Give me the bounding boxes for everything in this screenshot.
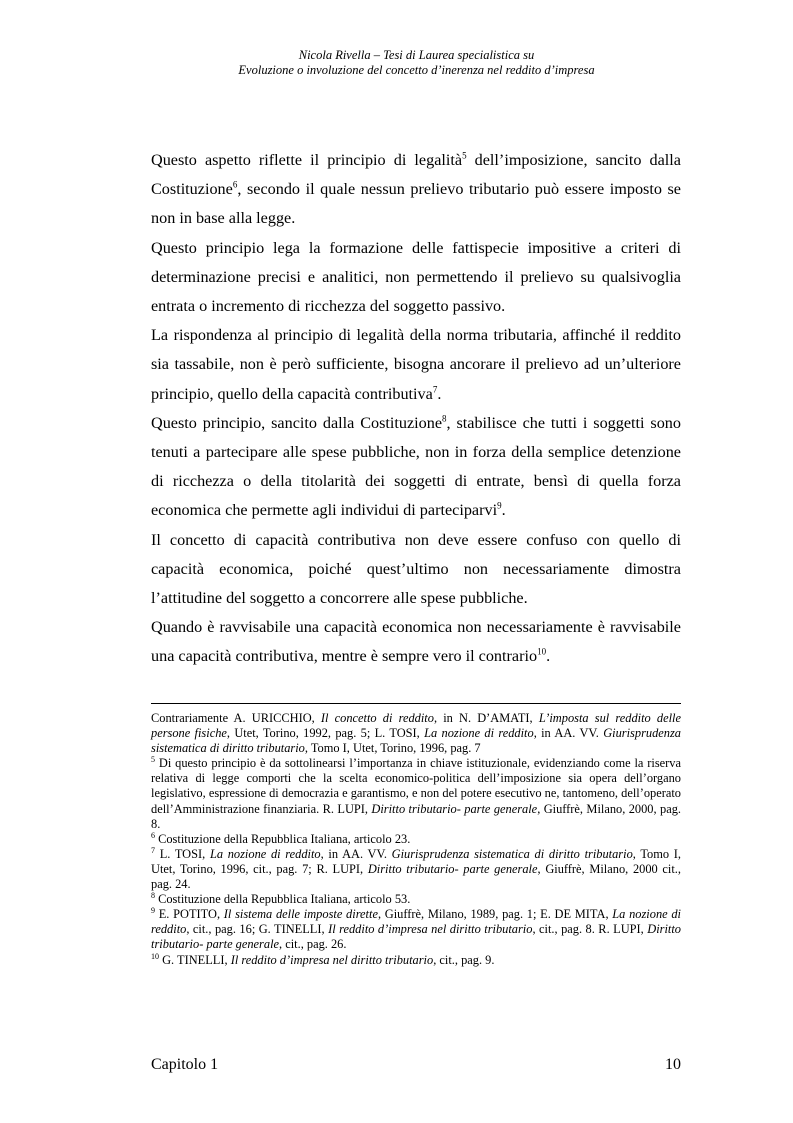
header-line-title: Evoluzione o involuzione del concetto d’inerenza nel reddito d’impresa [238,63,595,77]
footnote [151,832,681,847]
text-run: , secondo il quale nessun prelievo tributario può essere imposto se non in base alla legge. [151,180,681,228]
page-footer [151,1056,681,1074]
text-run: Costituzione della Repubblica Italiana, articolo 53. [155,892,411,907]
footnote [151,847,681,892]
text-run: , cit., pag. 9. [433,952,495,967]
text-run: . [437,384,442,403]
text-run: Contrariamente A. URICCHIO, [151,711,321,725]
text-run: Questo principio lega la formazione delle fattispecie impositive a criteri di determinazione precisi e analitici, non permettendo il prelievo su qualsivoglia entrata o incremento di ricchezza del soggetto passivo. [151,238,681,316]
footnotes [151,711,681,968]
text-run: , cit., pag. 16; G. TINELLI, [186,922,329,937]
italic-title: L’imposta sul reddito delle persone fisiche [151,711,681,741]
body-paragraph [151,409,681,526]
text-run: Il concetto di capacità contributiva non deve essere confuso con quello di capacità economica, poiché quest’ultimo non necessariamente dimostra l’attitudine del soggetto a concorrere alle spese pubbliche. [151,530,681,608]
text-run: Questo principio, sancito dalla Costituzione [151,413,443,432]
italic-title: Diritto tributario- parte generale [367,861,538,876]
text-run: , Tomo I, Utet, Torino, 1996, cit., pag. 7; R. LUPI, [151,846,681,876]
text-run: , Giuffrè, Milano, 2000 cit., pag. 24. [151,861,682,892]
text-run: Costituzione della Repubblica Italiana, articolo 23. [155,831,411,846]
text-run: L. TOSI, [155,846,210,861]
text-run: La rispondenza al principio di legalità della norma tributaria, affinché il reddito sia tassabile, non è però sufficiente, bisogna ancorare il prelievo ad un’ulteriore principio, quello della capacità contributiva [151,326,681,403]
body-paragraph [151,321,681,409]
footnote-separator [151,703,681,704]
footnote [151,953,681,968]
footnote [151,756,681,831]
body-paragraph [151,146,681,234]
footnote-marker: 6 [151,830,155,840]
footnote-marker: 9 [497,501,502,512]
footnote [151,907,681,952]
text-run: , stabilisce che tutti i soggetti sono tenuti a partecipare alle spese pubbliche, non in forza della semplice detenzione di ricchezza o della titolarità dei soggetti di entrate, bensì di quella forza economica che permette agli individui di parteciparvi [151,413,681,520]
text-run: , Utet, Torino, 1992, pag. 5; L. TOSI, [226,726,425,741]
header-line-author: Nicola Rivella – Tesi di Laurea specialistica su [298,48,535,62]
footnote-marker: 8 [151,891,155,900]
italic-title: Il sistema delle imposte dirette [223,907,378,922]
text-run: E. POTITO, [155,907,224,922]
text-run: Di questo principio è da sottolinearsi l’importanza in chiave istituzionale, evidenziando come la riserva relativa di legge comporti che la scelta economico-politica dell’imposizione sia opera dell’organo legislativo, espressione di democrazia e garantismo, e non del potere esecutivo ne, tantomeno, dell’operato dell’Amministrazione finanziaria. R. LUPI, [151,756,681,816]
footnote-marker: 5 [151,755,155,765]
footnote-marker: 7 [432,384,438,395]
text-run: , in AA. VV. [320,846,392,861]
running-header [0,48,793,78]
footer-chapter: Capitolo 1 [151,1056,219,1073]
text-run: , Tomo I, Utet, Torino, 1996, pag. 7 [304,741,481,756]
italic-title: La nozione di reddito [209,846,321,861]
footnote-marker: 7 [151,845,155,855]
footnote-marker: 10 [151,951,159,961]
italic-title: Giurisprudenza sistematica di diritto tributario [391,846,633,861]
footnote [151,892,681,907]
text-run: , in AA. VV. [533,726,604,741]
body-paragraph [151,234,681,322]
text-run: , cit., pag. 26. [279,937,347,952]
text-run: . [501,501,506,520]
italic-title: Giurisprudenza sistematica di diritto tributario [151,726,681,756]
italic-title: La nozione di reddito [151,907,682,937]
text-run: , cit., pag. 8. R. LUPI, [532,922,648,937]
italic-title: Diritto tributario- parte generale [371,801,538,816]
italic-title: Il reddito d’impresa nel diritto tributario [230,952,434,967]
footnote-marker: 5 [462,150,467,161]
footnote-marker: 6 [232,179,238,190]
text-run: , Giuffrè, Milano, 2000, pag. 8. [151,801,681,831]
text-run: , in N. D’AMATI, [433,711,539,725]
italic-title: Il reddito d’impresa nel diritto tributario [328,922,533,937]
text-run: . [546,647,551,666]
italic-title: Diritto tributario- parte generale [151,922,681,952]
body-paragraph [151,613,681,671]
main-body-text [151,146,681,672]
footer-page-number: 10 [665,1056,681,1073]
footnote-marker: 10 [537,647,547,658]
body-paragraph [151,526,681,614]
text-run: dell’imposizione, sancito dalla Costituzione [151,151,681,199]
footnote-marker: 9 [151,906,155,916]
text-run: Quando è ravvisabile una capacità economica non necessariamente è ravvisabile una capacità contributiva, mentre è sempre vero il contrario [151,618,681,666]
italic-title: Il concetto di reddito [320,711,434,725]
text-run: Questo aspetto riflette il principio di legalità [151,151,463,169]
footnote-marker: 8 [442,413,447,424]
text-run: G. TINELLI, [159,952,231,967]
italic-title: La nozione di reddito [424,726,534,741]
footnote [151,711,681,756]
text-run: , Giuffrè, Milano, 1989, pag. 1; E. DE MITA, [377,907,613,922]
